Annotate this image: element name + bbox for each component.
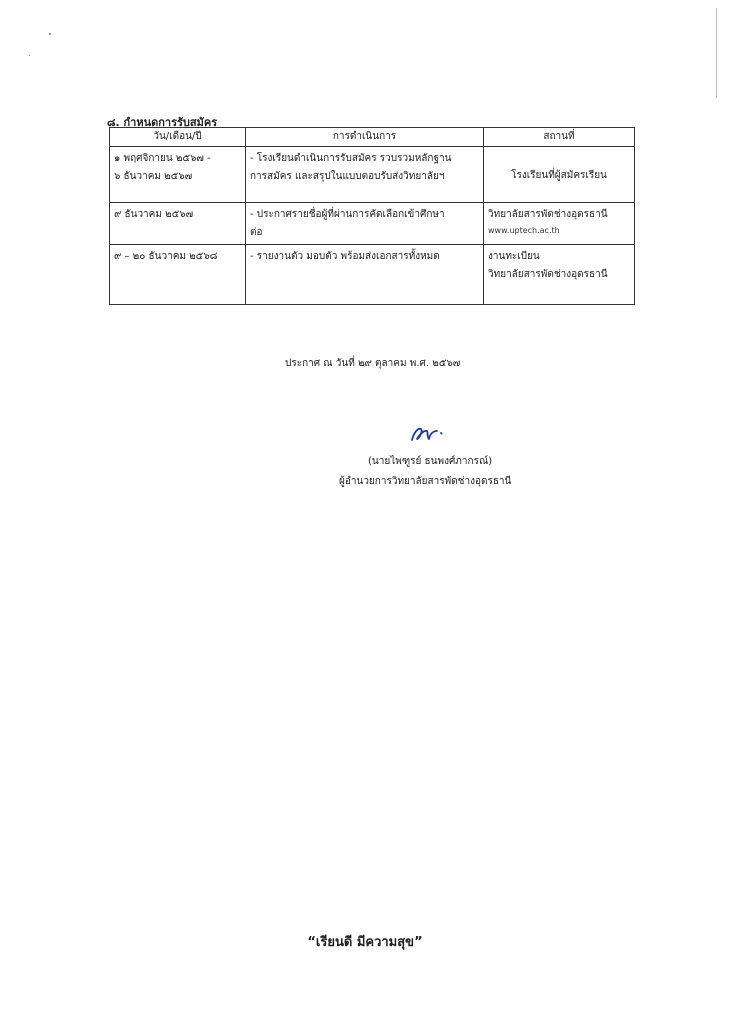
place-line: โรงเรียนที่ผู้สมัครเรียน — [511, 170, 607, 181]
table-header-row — [110, 128, 635, 147]
place-cell — [484, 245, 635, 305]
action-line: ต่อ — [250, 227, 263, 238]
place-line: วิทยาลัยสารพัดช่างอุดรธานี — [488, 209, 608, 220]
scan-speck — [49, 33, 51, 35]
action-line: - ประกาศรายชื่อผู้ที่ผ่านการคัดเลือกเข้าศึกษา — [250, 209, 445, 220]
action-line: - รายงานตัว มอบตัว พร้อมส่งเอกสารทั้งหมด — [250, 251, 440, 262]
date-cell — [110, 147, 246, 203]
place-cell — [484, 147, 635, 203]
schedule-table — [109, 127, 635, 305]
table-row — [110, 245, 635, 305]
table-row — [110, 147, 635, 203]
section-title: ๘. กำหนดการรับสมัคร — [107, 116, 218, 129]
signer-name: (นายไพฑูรย์ ธนพงศ์ภากรณ์) — [368, 456, 493, 467]
announcement-date: ประกาศ ณ วันที่ ๒๙ ตุลาคม พ.ศ. ๒๕๖๗ — [285, 358, 461, 369]
scan-speck — [29, 55, 30, 56]
action-line: การสมัคร และสรุปในแบบตอบรับส่งวิทยาลัยฯ — [250, 171, 445, 182]
action-cell — [246, 203, 484, 245]
date-line: ๙ ธันวาคม ๒๕๖๗ — [114, 209, 194, 220]
date-cell — [110, 203, 246, 245]
date-cell — [110, 245, 246, 305]
place-line: วิทยาลัยสารพัดช่างอุดรธานี — [488, 269, 608, 280]
slogan: “เรียนดี มีความสุข” — [307, 935, 423, 950]
scan-edge-line — [716, 8, 717, 98]
action-cell — [246, 245, 484, 305]
place-cell — [484, 203, 635, 245]
header-date: วัน/เดือน/ปี — [110, 128, 246, 147]
date-line: ๖ ธันวาคม ๒๕๖๗ — [114, 171, 193, 182]
signature-image — [408, 424, 452, 444]
action-cell — [246, 147, 484, 203]
date-line: ๙ – ๒๐ ธันวาคม ๒๕๖๘ — [114, 251, 218, 262]
header-place: สถานที่ — [484, 128, 635, 147]
place-url-link[interactable]: www.uptech.ac.th — [488, 226, 560, 235]
header-action: การดำเนินการ — [246, 128, 484, 147]
place-line: งานทะเบียน — [488, 251, 540, 262]
date-line: ๑ พฤศจิกายน ๒๕๖๗ - — [114, 153, 211, 164]
table-row — [110, 203, 635, 245]
action-line: - โรงเรียนดำเนินการรับสมัคร รวบรวมหลักฐาน — [250, 153, 452, 164]
signer-position: ผู้อำนวยการวิทยาลัยสารพัดช่างอุดรธานี — [339, 476, 512, 487]
